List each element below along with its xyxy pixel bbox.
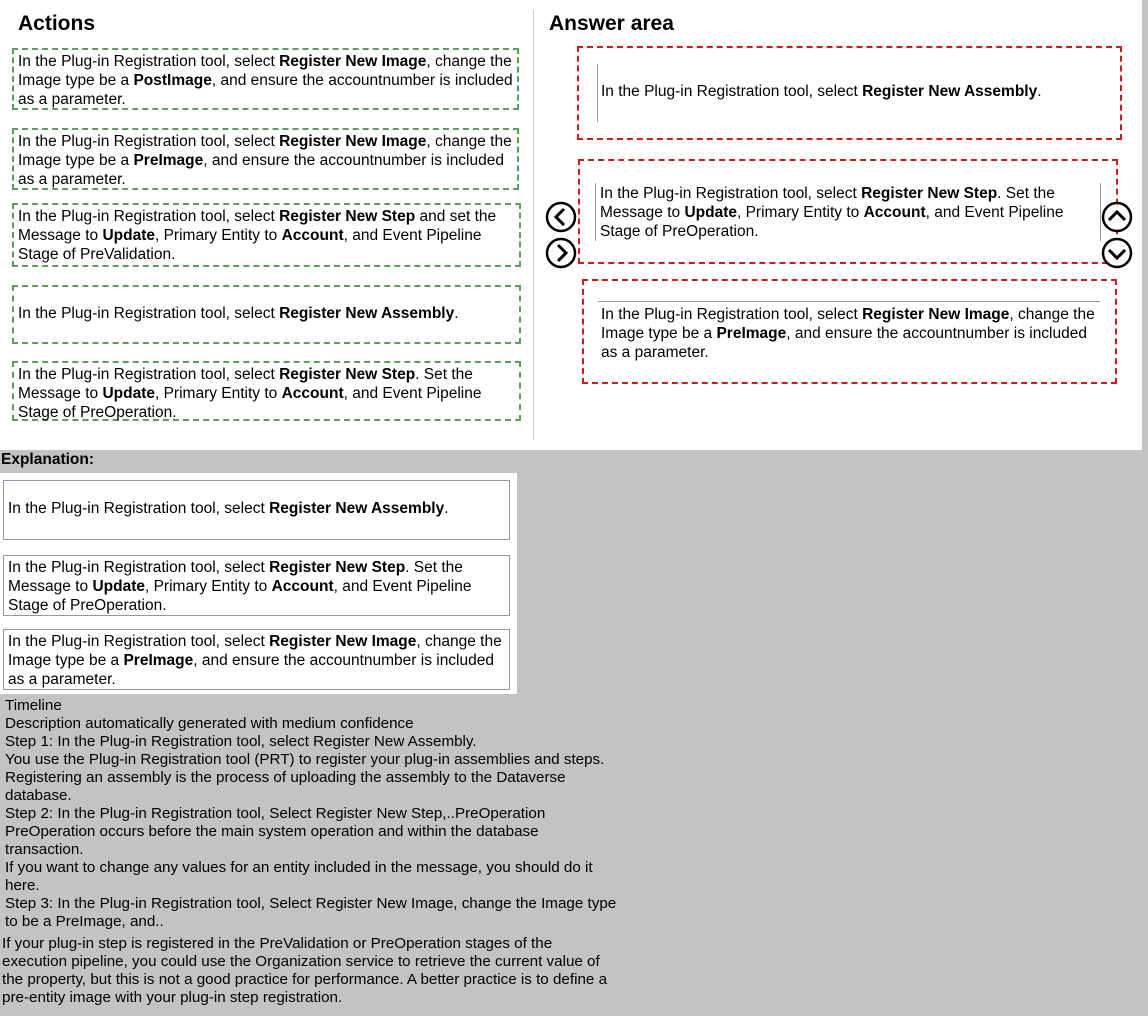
selection-bar [597, 64, 598, 122]
action-text: , and Event Pipeline Stage of PreOperation. [18, 385, 482, 421]
answer-item-assembly[interactable] [601, 82, 1101, 101]
answer-text: , and Event Pipeline Stage of PreOperation. [600, 204, 1064, 240]
action-text: . [454, 305, 459, 322]
action-text-bold: Register New Step [279, 208, 416, 225]
action-text: , Primary Entity to [154, 385, 282, 402]
chevron-up-icon [1103, 203, 1131, 231]
answer-text: . Set the Message to [600, 185, 1055, 221]
explanation-label: Explanation: [1, 451, 95, 468]
explanation-line: Registering an assembly is the process of uploading the assembly to the Dataverse [5, 769, 566, 786]
answer-text: , and ensure the accountnumber is included as a parameter. [601, 325, 1087, 361]
action-text: In the Plug-in Registration tool, select [18, 53, 280, 70]
selection-bar [598, 301, 1100, 302]
action-item-postimage[interactable] [12, 48, 519, 110]
explanation-item-bold: Register New Image [269, 633, 417, 650]
explanation-line: the property, but this is not a good practice for performance. A better practice is to define a [2, 971, 608, 988]
action-text: In the Plug-in Registration tool, select [18, 208, 280, 225]
explanation-line: Step 2: In the Plug-in Registration tool, Select Register New Step,..PreOperation [5, 805, 546, 822]
explanation-item-bold: Account [271, 578, 334, 595]
answer-text-bold: Account [863, 204, 926, 221]
action-text: , change the Image type be a [18, 133, 512, 169]
action-text-bold: Register New Image [279, 53, 427, 70]
selection-bar [595, 183, 596, 241]
answer-item-preimage[interactable] [601, 305, 1101, 362]
explanation-line: pre-entity image with your plug-in step registration. [2, 989, 343, 1006]
answer-text-bold: Register New Step [861, 185, 998, 202]
action-text: In the Plug-in Registration tool, select [18, 366, 280, 383]
action-text: . Set the Message to [18, 366, 473, 402]
explanation-item-text: . [444, 500, 449, 517]
explanation-line: database. [5, 787, 72, 804]
explanation-paragraph [2, 935, 607, 1007]
actions-title: Actions [18, 12, 96, 35]
explanation-line: Step 3: In the Plug-in Registration tool, Select Register New Image, change the Image type [5, 895, 617, 912]
answer-text: , Primary Entity to [736, 204, 864, 221]
explanation-line: transaction. [5, 841, 84, 858]
explanation-item-step [3, 555, 510, 616]
action-text-bold: Update [102, 227, 155, 244]
action-text: , and ensure the accountnumber is included as a parameter. [18, 152, 504, 188]
answer-text: In the Plug-in Registration tool, select [601, 83, 863, 100]
move-up-button[interactable] [1101, 201, 1133, 233]
explanation-item-text: , change the Image type be a [8, 633, 502, 669]
move-right-button[interactable] [545, 237, 577, 269]
explanation-item-text: , and ensure the accountnumber is included as a parameter. [8, 652, 494, 688]
explanation-line: to be a PreImage, and.. [5, 913, 164, 930]
answer-item-step-preoperation[interactable] [600, 184, 1090, 241]
explanation-item-bold: Register New Assembly [269, 500, 445, 517]
answer-area-title: Answer area [549, 12, 674, 35]
answer-text-bold: Update [684, 204, 737, 221]
explanation-item-text: , Primary Entity to [144, 578, 272, 595]
chevron-left-icon [547, 203, 575, 231]
explanation-item-text: . Set the Message to [8, 559, 463, 595]
explanation-line: If you want to change any values for an entity included in the message, you should do it [5, 859, 593, 876]
explanation-line: You use the Plug-in Registration tool (PRT) to register your plug-in assemblies and steps. [5, 751, 605, 768]
action-item-preimage[interactable] [12, 128, 519, 190]
explanation-line: execution pipeline, you could use the Organization service to retrieve the current value of [2, 953, 600, 970]
action-text-bold: Register New Assembly [279, 305, 455, 322]
move-down-button[interactable] [1101, 237, 1133, 269]
action-text-bold: PostImage [133, 72, 212, 89]
explanation-item-bold: Register New Step [269, 559, 406, 576]
explanation-item-text: In the Plug-in Registration tool, select [8, 633, 270, 650]
action-item-step-preoperation[interactable] [12, 361, 521, 421]
explanation-item-image [3, 629, 510, 690]
explanation-item-text: In the Plug-in Registration tool, select [8, 559, 270, 576]
action-text-bold: Account [281, 227, 344, 244]
action-text: In the Plug-in Registration tool, select [18, 305, 280, 322]
action-text-bold: Update [102, 385, 155, 402]
explanation-item-text: , and Event Pipeline Stage of PreOperation. [8, 578, 472, 614]
chevron-right-icon [547, 239, 575, 267]
explanation-item-bold: Update [92, 578, 145, 595]
explanation-line: Description automatically generated with medium confidence [5, 715, 414, 732]
action-text: , Primary Entity to [154, 227, 282, 244]
explanation-line: Step 1: In the Plug-in Registration tool, select Register New Assembly. [5, 733, 477, 750]
answer-text: . [1037, 83, 1042, 100]
explanation-line: If your plug-in step is registered in the PreValidation or PreOperation stages of the [2, 935, 553, 952]
action-text: , change the Image type be a [18, 53, 512, 89]
explanation-body [5, 697, 616, 931]
action-text-bold: Account [281, 385, 344, 402]
answer-text: , change the Image type be a [601, 306, 1095, 342]
action-text: , and Event Pipeline Stage of PreValidation. [18, 227, 482, 263]
action-text: In the Plug-in Registration tool, select [18, 133, 280, 150]
move-left-button[interactable] [545, 201, 577, 233]
action-item-assembly[interactable] [12, 285, 521, 344]
answer-text: In the Plug-in Registration tool, select [600, 185, 862, 202]
action-text: , and ensure the accountnumber is included as a parameter. [18, 72, 513, 108]
explanation-line: PreOperation occurs before the main system operation and within the database [5, 823, 539, 840]
action-text-bold: Register New Step [279, 366, 416, 383]
explanation-item-bold: PreImage [123, 652, 194, 669]
answer-text: In the Plug-in Registration tool, select [601, 306, 863, 323]
explanation-item-text: In the Plug-in Registration tool, select [8, 500, 270, 517]
action-text-bold: PreImage [133, 152, 204, 169]
chevron-down-icon [1103, 239, 1131, 267]
action-text: and set the Message to [18, 208, 497, 244]
answer-text-bold: PreImage [716, 325, 787, 342]
explanation-item-assembly [3, 480, 510, 540]
action-text-bold: Register New Image [279, 133, 427, 150]
action-item-step-prevalidation[interactable] [12, 203, 521, 267]
explanation-line: Timeline [5, 697, 62, 714]
explanation-line: here. [5, 877, 40, 894]
answer-text-bold: Register New Assembly [862, 83, 1038, 100]
panel-divider [533, 10, 534, 440]
answer-text-bold: Register New Image [862, 306, 1010, 323]
